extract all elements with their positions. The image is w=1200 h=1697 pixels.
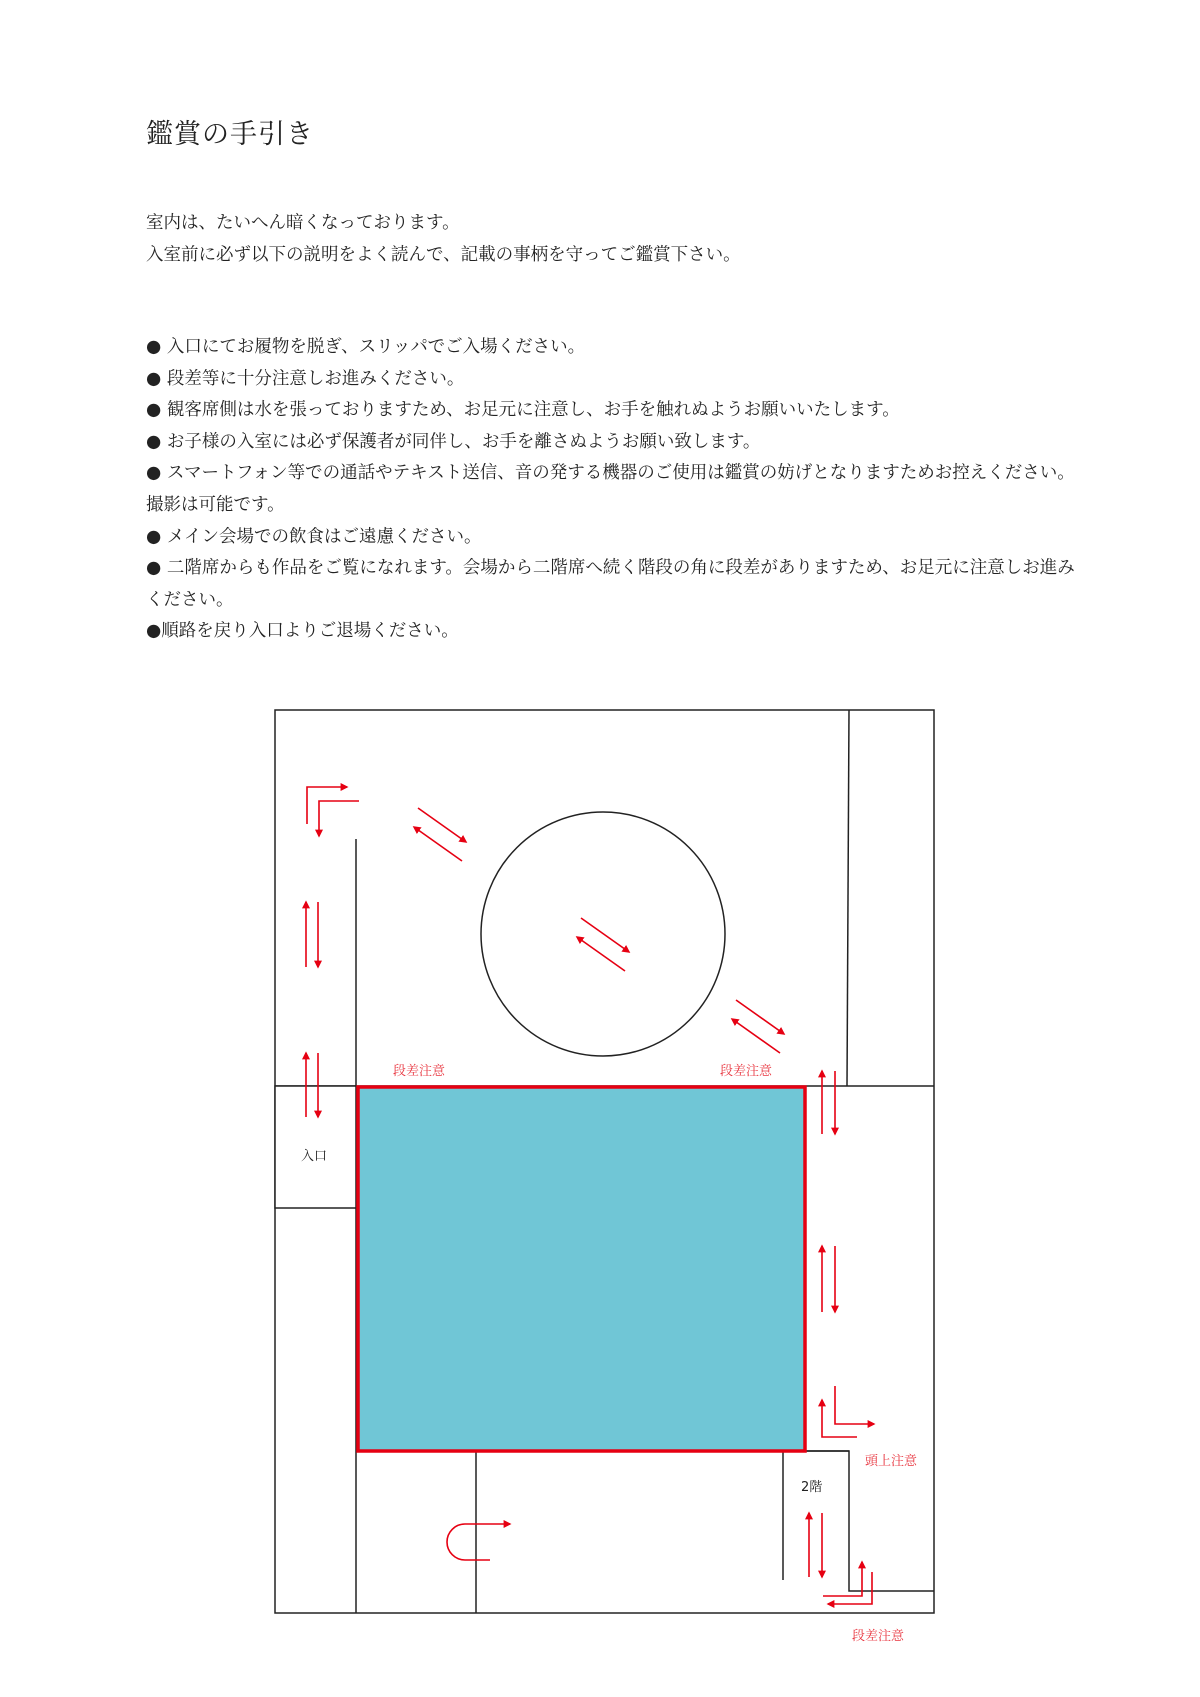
route-arrow — [418, 808, 466, 842]
entrance-box — [275, 1086, 356, 1208]
route-arrow — [828, 1572, 872, 1604]
route-arrow — [835, 1386, 874, 1424]
rule-item: ● 二階席からも作品をご覧になれます。会場から二階席へ続く階段の角に段差がありますため、お足元に注意しお進みください。 — [146, 558, 1075, 610]
step-caution-label: 段差注意 — [852, 1629, 905, 1644]
step-caution-label: 段差注意 — [393, 1064, 446, 1079]
route-arrow — [736, 1000, 784, 1034]
page-title: 鑑賞の手引き — [146, 119, 314, 150]
water-area — [358, 1087, 805, 1451]
rule-item: ● 入口にてお履物を脱ぎ、スリッパでご入場ください。 — [146, 337, 586, 357]
head-caution-label: 頭上注意 — [865, 1454, 918, 1469]
route-arrow — [414, 827, 462, 861]
route-arrow — [319, 801, 359, 836]
rule-item: ● 段差等に十分注意しお進みください。 — [146, 368, 465, 389]
route-arrow — [577, 937, 625, 971]
rule-item: ● メイン会場での飲食はご遠慮ください。 — [146, 526, 482, 547]
stair-wall-right — [805, 1451, 934, 1591]
route-arrow — [581, 918, 629, 952]
route-arrow — [822, 1400, 857, 1437]
step-caution-label: 段差注意 — [720, 1064, 773, 1079]
right-corridor-wall — [847, 710, 849, 1086]
rule-item: ● スマートフォン等での通話やテキスト送信、音の発する機器のご使用は鑑賞の妨げとなりますためお控えください。撮影は可能です。 — [146, 463, 1075, 515]
intro-line: 室内は、たいへん暗くなっております。 — [146, 213, 460, 233]
second-floor-label: 2階 — [801, 1480, 823, 1495]
route-arrow — [307, 787, 347, 824]
rule-item: ● お子様の入室には必ず保護者が同伴し、お手を離さぬようお願い致します。 — [146, 431, 761, 452]
rule-item: ● 観客席側は水を張っておりますため、お足元に注意し、お手を触れぬようお願いいたします。 — [146, 400, 900, 421]
u-turn-arrow — [447, 1524, 510, 1560]
intro-line: 入室前に必ず以下の説明をよく読んで、記載の事柄を守ってご鑑賞下さい。 — [146, 245, 741, 265]
route-arrow — [732, 1019, 780, 1053]
entrance-label: 入口 — [301, 1149, 328, 1164]
rule-item: ●順路を戻り入口よりご退場ください。 — [146, 621, 459, 642]
